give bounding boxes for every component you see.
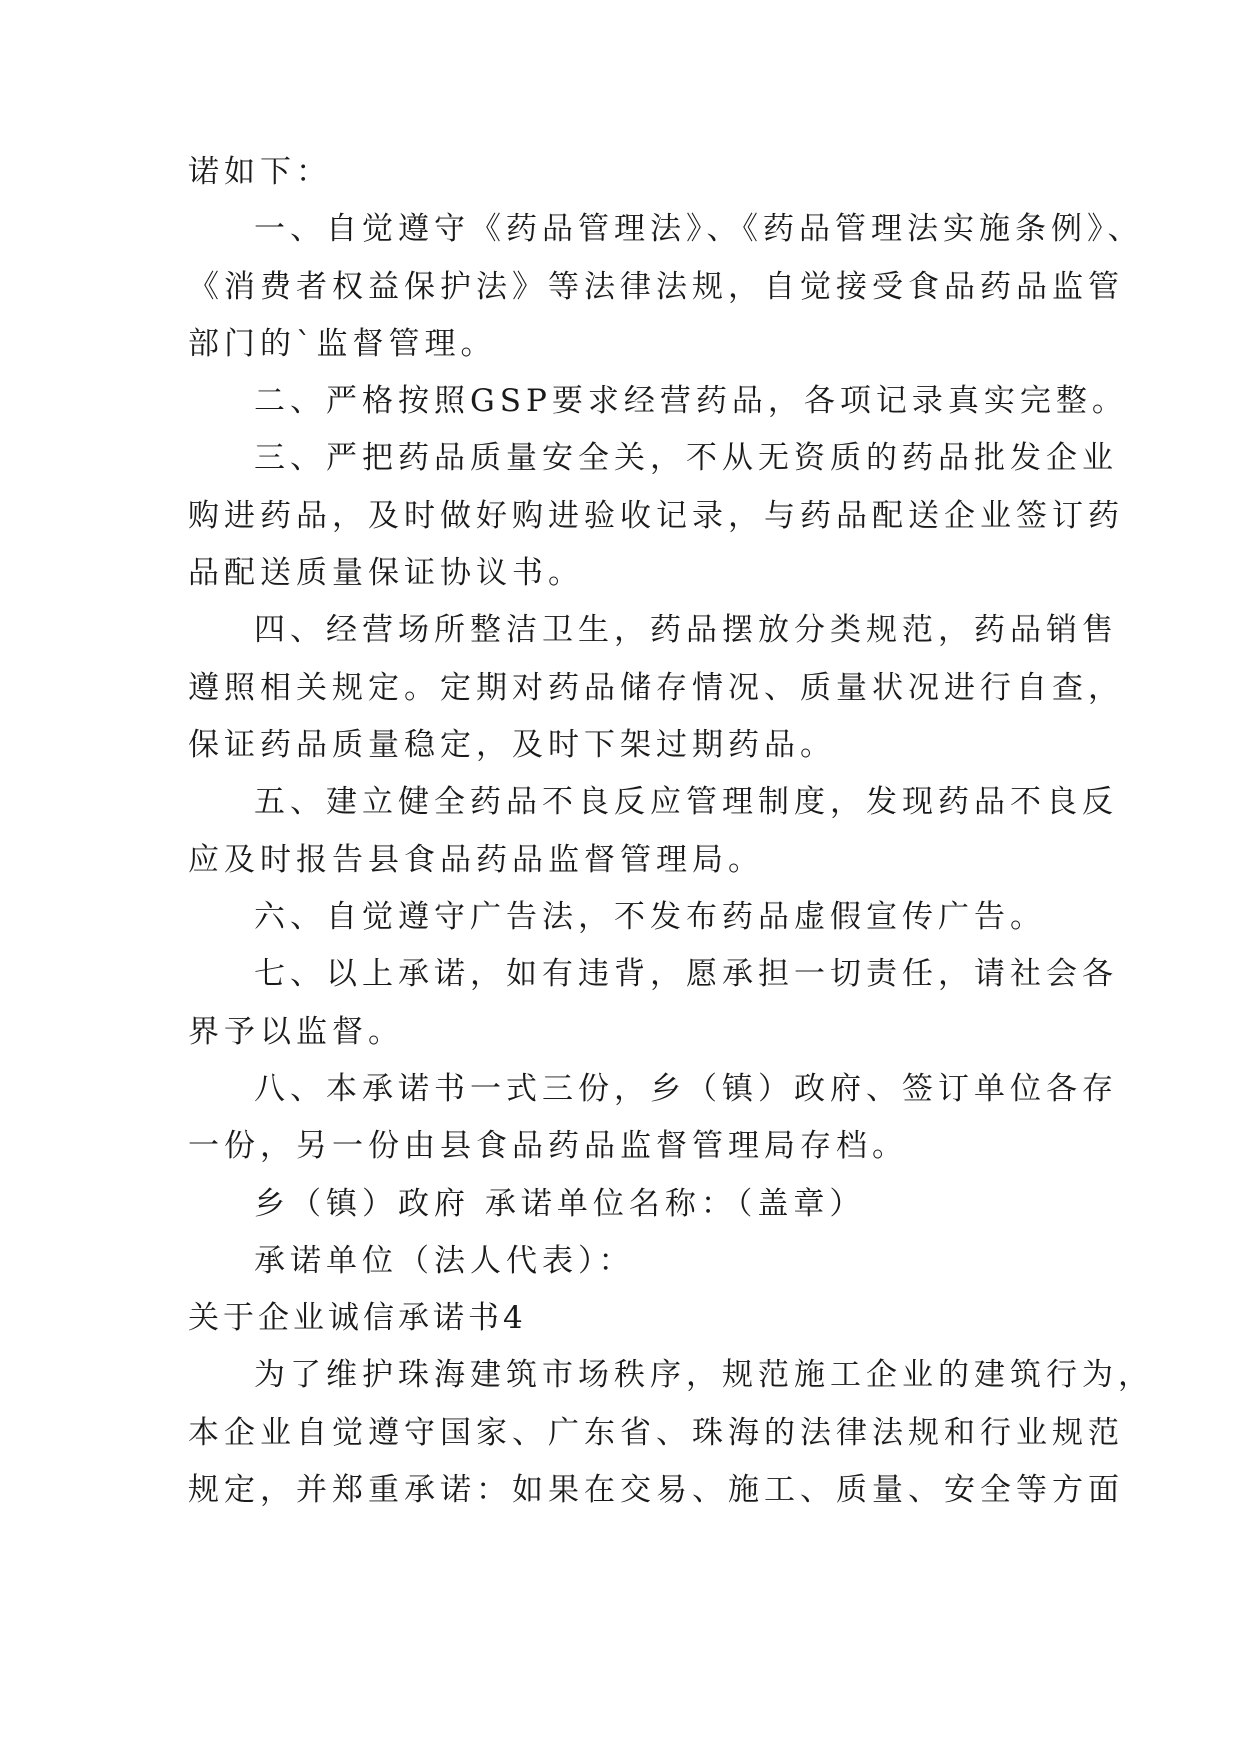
paragraph-line: 八、本承诺书一式三份，乡（镇）政府、签订单位各存 bbox=[254, 1071, 1118, 1107]
signature-line: 承诺单位（法人代表）： bbox=[254, 1243, 635, 1279]
paragraph-line: 五、建立健全药品不良反应管理制度，发现药品不良反 bbox=[254, 784, 1118, 820]
paragraph-line: 购进药品，及时做好购进验收记录，与药品配送企业签订药 bbox=[188, 498, 1124, 534]
paragraph-line: 一、自觉遵守《药品管理法》、《药品管理法实施条例》、 bbox=[254, 211, 1144, 247]
paragraph-line: 七、以上承诺，如有违背，愿承担一切责任，请社会各 bbox=[254, 956, 1118, 992]
paragraph-line: 一份，另一份由县食品药品监督管理局存档。 bbox=[188, 1128, 908, 1164]
paragraph-line: 本企业自觉遵守国家、广东省、珠海的法律法规和行业规范 bbox=[188, 1415, 1124, 1451]
section-title: 关于企业诚信承诺书4 bbox=[188, 1300, 527, 1336]
paragraph-line: 界予以监督。 bbox=[188, 1014, 404, 1050]
paragraph-line: 遵照相关规定。定期对药品储存情况、质量状况进行自查， bbox=[188, 670, 1124, 706]
paragraph-line: 部门的`监督管理。 bbox=[188, 326, 497, 362]
paragraph-line: 诺如下： bbox=[188, 154, 332, 190]
paragraph-line: 为了维护珠海建筑市场秩序，规范施工企业的建筑行为， bbox=[254, 1357, 1154, 1393]
paragraph-line: 六、自觉遵守广告法，不发布药品虚假宣传广告。 bbox=[254, 899, 1046, 935]
paragraph-line: 规定，并郑重承诺：如果在交易、施工、质量、安全等方面 bbox=[188, 1472, 1124, 1508]
paragraph-line: 三、严把药品质量安全关，不从无资质的药品批发企业 bbox=[254, 440, 1118, 476]
paragraph-line: 保证药品质量稳定，及时下架过期药品。 bbox=[188, 727, 836, 763]
paragraph-line: 《消费者权益保护法》等法律法规，自觉接受食品药品监管 bbox=[188, 269, 1124, 305]
paragraph-line: 应及时报告县食品药品监督管理局。 bbox=[188, 842, 764, 878]
signature-line: 乡（镇）政府 承诺单位名称：（盖章） bbox=[254, 1186, 866, 1222]
paragraph-line: 品配送质量保证协议书。 bbox=[188, 555, 584, 591]
paragraph-line: 四、经营场所整洁卫生，药品摆放分类规范，药品销售 bbox=[254, 612, 1118, 648]
paragraph-line: 二、严格按照GSP要求经营药品，各项记录真实完整。 bbox=[254, 383, 1128, 419]
